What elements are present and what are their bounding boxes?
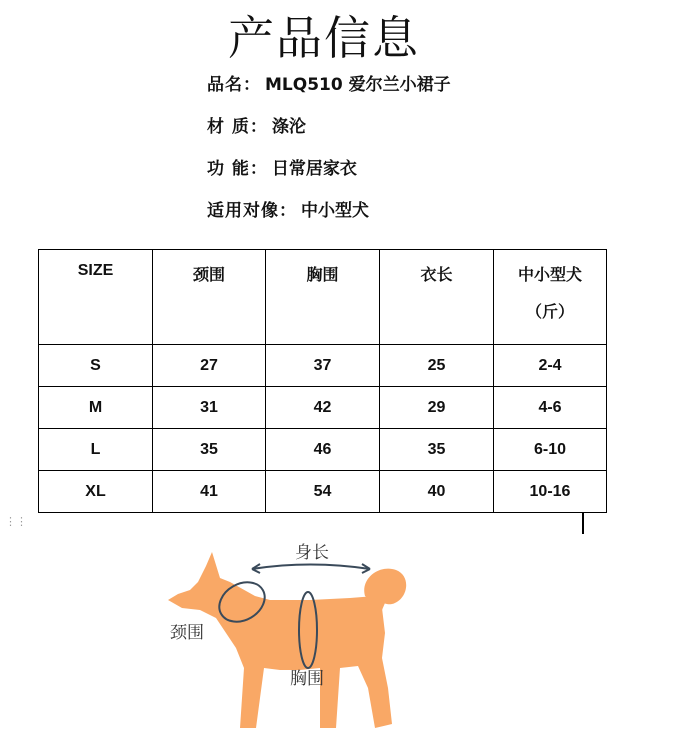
neck-label: 颈围 — [170, 623, 204, 643]
header-weight-unit: （斤） — [525, 304, 574, 321]
chest-label: 胸围 — [290, 669, 324, 689]
cell-chest: 42 — [266, 387, 380, 429]
info-value: 日常居家衣 — [271, 159, 357, 179]
body-length-arrow — [252, 565, 370, 570]
cell-weight: 4-6 — [494, 387, 607, 429]
header-length: 衣长 — [380, 250, 494, 345]
cell-size: XL — [39, 471, 153, 513]
info-line-material — [207, 112, 306, 137]
info-line-suitable — [207, 196, 369, 221]
size-table-header — [39, 250, 607, 345]
cell-weight: 6-10 — [494, 429, 607, 471]
page-title: 产品信息 — [228, 11, 420, 65]
table-row — [39, 345, 607, 387]
cell-size: L — [39, 429, 153, 471]
info-label: 品名： — [207, 75, 261, 95]
info-value: MLQ510 爱尔兰小裙子 — [265, 75, 451, 95]
info-label: 功 能： — [207, 159, 268, 179]
cell-weight: 2-4 — [494, 345, 607, 387]
cell-chest: 46 — [266, 429, 380, 471]
cell-size: S — [39, 345, 153, 387]
cell-length: 25 — [380, 345, 494, 387]
cell-neck: 35 — [153, 429, 266, 471]
table-row — [39, 387, 607, 429]
header-size: SIZE — [39, 250, 153, 345]
header-neck: 颈围 — [153, 250, 266, 345]
cell-neck: 31 — [153, 387, 266, 429]
table-row — [39, 471, 607, 513]
table-row — [39, 429, 607, 471]
info-value: 涤沦 — [271, 117, 306, 137]
info-value: 中小型犬 — [301, 201, 369, 221]
cell-weight: 10-16 — [494, 471, 607, 513]
dog-measurement-diagram — [160, 538, 420, 734]
cell-neck: 27 — [153, 345, 266, 387]
cell-size: M — [39, 387, 153, 429]
header-weight — [494, 250, 607, 345]
info-line-name — [207, 70, 451, 95]
size-table — [38, 249, 607, 513]
header-weight-label: 中小型犬 — [517, 267, 582, 284]
cell-chest: 54 — [266, 471, 380, 513]
cell-chest: 37 — [266, 345, 380, 387]
info-label: 材 质： — [207, 117, 268, 137]
drag-handle-icon[interactable]: ⋮⋮ — [5, 515, 27, 528]
text-cursor — [582, 513, 584, 534]
cell-length: 35 — [380, 429, 494, 471]
cell-length: 29 — [380, 387, 494, 429]
body-length-label: 身长 — [295, 543, 329, 563]
header-chest: 胸围 — [266, 250, 380, 345]
info-label: 适用对像： — [207, 201, 297, 221]
cell-neck: 41 — [153, 471, 266, 513]
cell-length: 40 — [380, 471, 494, 513]
info-line-function — [207, 154, 357, 179]
